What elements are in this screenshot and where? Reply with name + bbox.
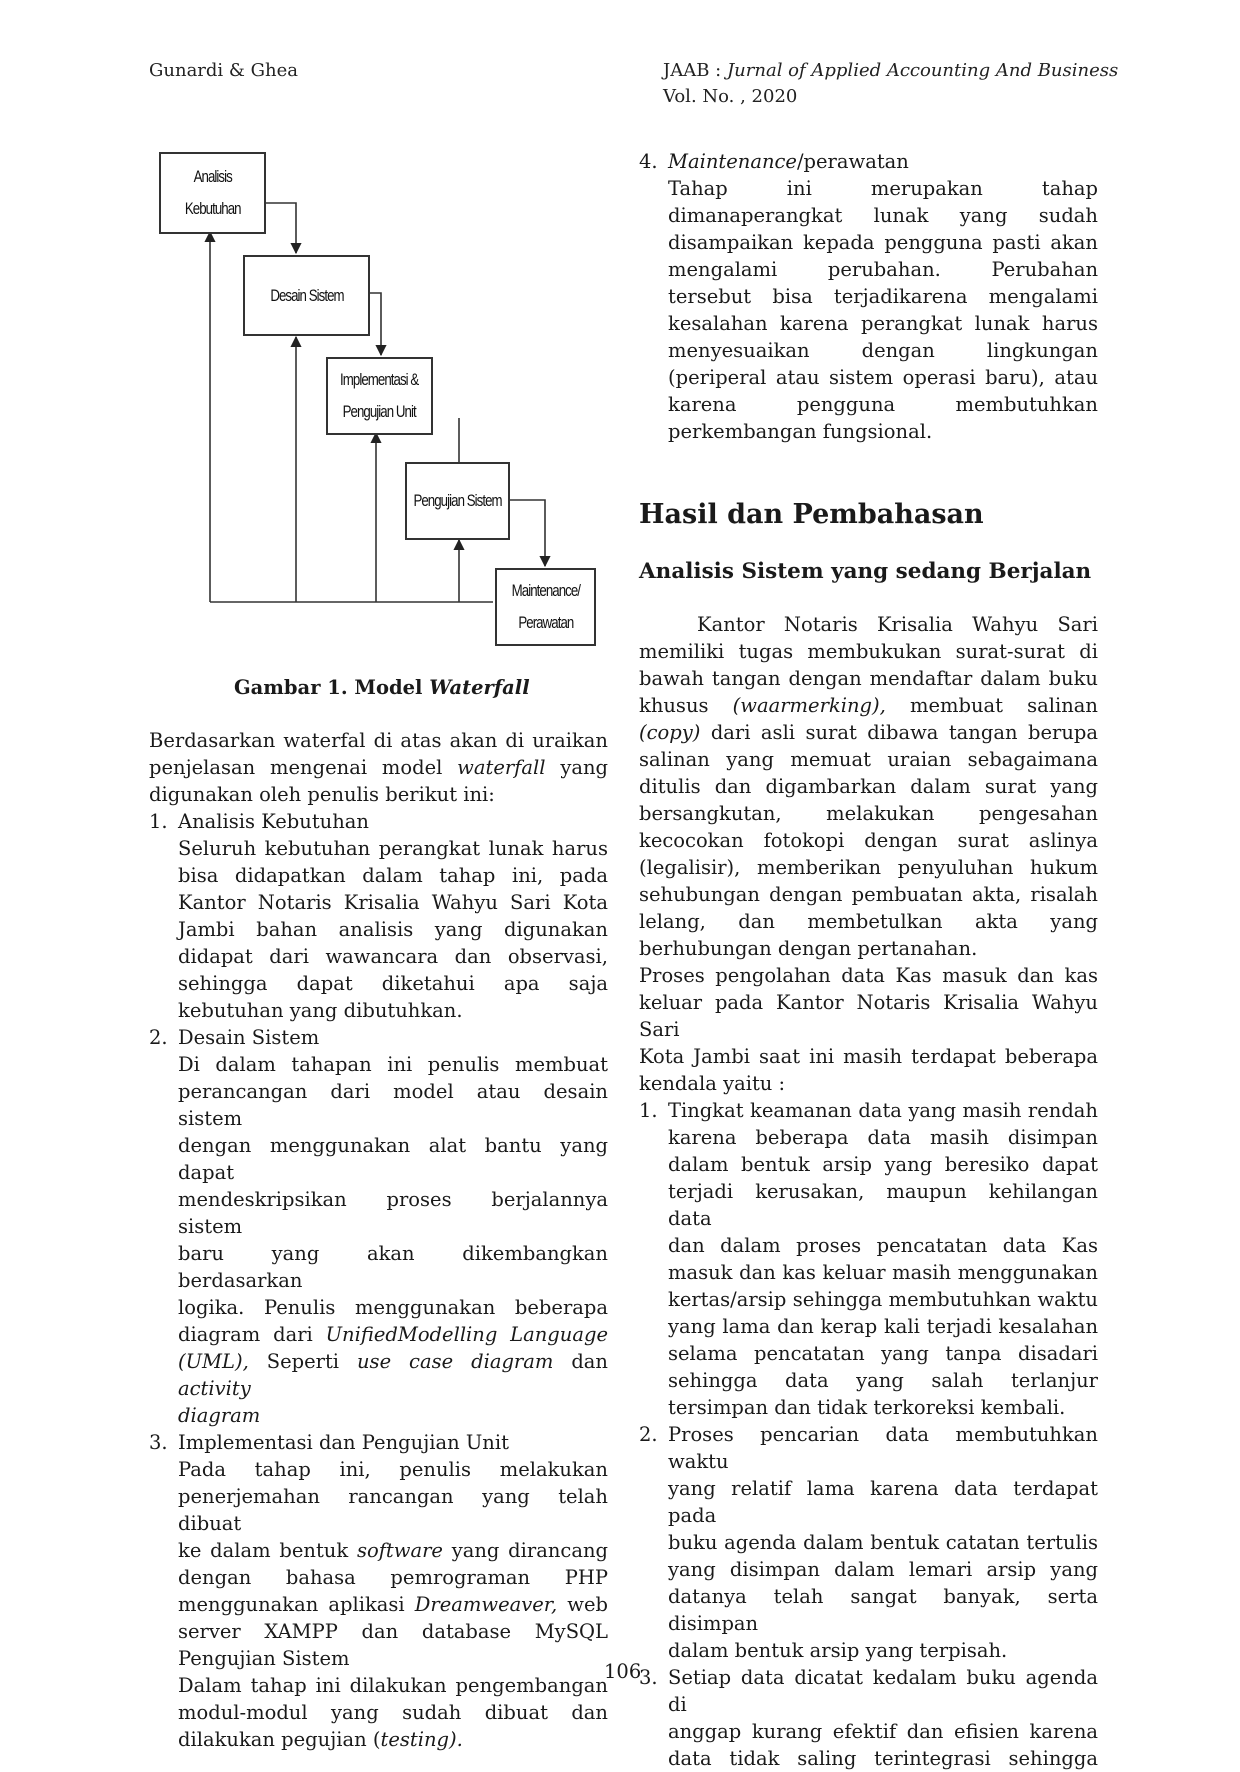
text-line: masuk dan kas keluar masih menggunakan [668, 1261, 1098, 1284]
journal-prefix: JAAB : [663, 60, 727, 81]
text-line: berhubungan dengan pertanahan. [639, 937, 978, 960]
text-line: mendeskripsikan proses berjalannya sistem [178, 1188, 608, 1238]
box-analisis-kebutuhan [159, 152, 266, 234]
box-pengujian-sistem [405, 462, 510, 540]
left-column [149, 727, 608, 1753]
text-line: diagram dari UnifiedModelling Language [178, 1323, 608, 1346]
text-line: bisa didapatkan dalam tahap ini, pada [178, 864, 608, 887]
caption-prefix: Gambar 1. Model [234, 676, 430, 699]
text-line: mengalami perubahan. Perubahan [668, 258, 1098, 281]
text-line: dengan menggunakan alat bantu yang dapat [178, 1134, 608, 1184]
section-heading-text: Hasil dan Pembahasan [639, 499, 984, 530]
text-line: karena beberapa data masih disimpan [668, 1126, 1098, 1149]
header-volume-text: Vol. No. , 2020 [663, 86, 798, 107]
text-line: menyesuaikan dengan lingkungan [668, 339, 1098, 362]
text-line: tersebut bisa terjadikarena mengalami [668, 285, 1098, 308]
text-line: Di dalam tahapan ini penulis membuat [178, 1053, 608, 1076]
list-item [639, 1097, 1098, 1421]
header-journal [663, 57, 1118, 84]
text-line: Dalam tahap ini dilakukan pengembangan [178, 1674, 608, 1697]
text-line: sehingga data yang salah terlanjur [668, 1369, 1098, 1392]
box-label-line: Kebutuhan [184, 199, 241, 218]
box-maintenance-perawatan [495, 568, 596, 646]
text-line: selama pencatatan yang tanpa disadari [668, 1342, 1098, 1365]
text-line: kendala yaitu : [639, 1072, 786, 1095]
text-line: kertas/arsip sehingga membutuhkan waktu [668, 1288, 1098, 1311]
text-line: Proses pencarian data membutuhkan waktu [668, 1423, 1098, 1473]
text-line: dengan bahasa pemrograman PHP [178, 1566, 608, 1589]
journal-name: Jurnal of Applied Accounting And Business [726, 60, 1119, 81]
text-line: digunakan oleh penulis berikut ini: [149, 783, 495, 806]
text-line: server XAMPP dan database MySQL [178, 1620, 608, 1643]
flow-arrow-1 [264, 203, 296, 253]
text-line: memiliki tugas membukukan surat-surat di [639, 640, 1098, 663]
list-item-body [149, 1456, 608, 1753]
text-line: kecocokan fotokopi dengan surat aslinya [639, 829, 1098, 852]
box-implementasi-pengujian-unit [326, 357, 433, 435]
text-line: Kantor Notaris Krisalia Wahyu Sari [697, 613, 1098, 636]
text-line: dilakukan pegujian (testing). [178, 1728, 463, 1751]
text-line: Tahap ini merupakan tahap [668, 177, 1098, 200]
text-line: (copy) dari asli surat dibawa tangan berupa [639, 721, 1098, 744]
box-label-line: Perawatan [518, 613, 573, 632]
text-line: diagram [178, 1404, 261, 1427]
right-column-maintenance [639, 148, 1098, 445]
text-line: data tidak saling terintegrasi sehingga [668, 1747, 1098, 1770]
text-line: logika. Penulis menggunakan beberapa [178, 1296, 608, 1319]
box-desain-sistem [243, 255, 370, 336]
text-line: didapat dari wawancara dan observasi, [178, 945, 608, 968]
page-number-text: 106 [604, 1660, 642, 1683]
list-item [639, 1664, 1098, 1772]
figure-caption [234, 674, 530, 701]
text-line: anggap kurang efektif dan efisien karena [668, 1720, 1098, 1743]
text-line: modul-modul yang sudah dibuat dan [178, 1701, 608, 1724]
text-line: Kantor Notaris Krisalia Wahyu Sari Kota [178, 891, 608, 914]
text-line: bersangkutan, melakukan pengesahan [639, 802, 1098, 825]
list-item-title: 4. Maintenance/perawatan [639, 150, 909, 173]
list-item-body [639, 1421, 1098, 1664]
text-line: (UML), Seperti use case diagram dan activity [178, 1350, 608, 1400]
header-authors-text: Gunardi & Ghea [149, 60, 299, 81]
text-line: yang lama dan kerap kali terjadi kesalahan [668, 1315, 1098, 1338]
header-volume [663, 83, 797, 110]
text-line: buku agenda dalam bentuk catatan tertulis [668, 1531, 1098, 1554]
text-line: ditulis dan digambarkan dalam surat yang [639, 775, 1098, 798]
list-number: 1. [639, 1099, 658, 1122]
text-line: yang relatif lama karena data terdapat pada [668, 1477, 1098, 1527]
text-line: kesalahan karena perangkat lunak harus [668, 312, 1098, 335]
list-item-title: 1. Analisis Kebutuhan [149, 810, 369, 833]
text-line: (periperal atau sistem operasi baru), atau [668, 366, 1098, 389]
text-line: Pada tahap ini, penulis melakukan [178, 1458, 608, 1481]
text-line: kebutuhan yang dibutuhkan. [178, 999, 463, 1022]
list-item-body [149, 1051, 608, 1429]
subsection-heading-text: Analisis Sistem yang sedang Berjalan [639, 559, 1092, 584]
text-line: disampaikan kepada pengguna pasti akan [668, 231, 1098, 254]
text-line: Proses pengolahan data Kas masuk dan kas [639, 964, 1098, 987]
list-number: 3. [639, 1666, 658, 1689]
box-label-line: Pengujian Unit [342, 402, 417, 421]
text-line: datanya telah sangat banyak, serta disimpan [668, 1585, 1098, 1635]
right-column-body [639, 611, 1098, 1772]
text-line: Setiap data dicatat kedalam buku agenda di [668, 1666, 1098, 1716]
text-line: dalam bentuk arsip yang terpisah. [668, 1639, 1008, 1662]
text-line: tersimpan dan tidak terkoreksi kembali. [668, 1396, 1066, 1419]
text-line: baru yang akan dikembangkan berdasarkan [178, 1242, 608, 1292]
box-label-line: Pengujian Sistem [413, 491, 502, 510]
text-line: karena pengguna membutuhkan [668, 393, 1098, 416]
text-line: keluar pada Kantor Notaris Krisalia Wahyu Sari [639, 991, 1098, 1041]
box-label-line: Maintenance/ [511, 581, 580, 600]
paragraph [639, 962, 1098, 1097]
text-line: dimanaperangkat lunak yang sudah [668, 204, 1098, 227]
text-line: Pengujian Sistem [178, 1647, 350, 1670]
text-line: terjadi kerusakan, maupun kehilangan data [668, 1180, 1098, 1230]
text-line: bawah tangan dengan mendaftar dalam buku [639, 667, 1098, 690]
text-line: yang disimpan dalam lemari arsip yang [668, 1558, 1098, 1581]
text-line: menggunakan aplikasi Dreamweaver, web [178, 1593, 608, 1616]
list-item-body [639, 1097, 1098, 1421]
text-line: dan dalam proses pencatatan data Kas [668, 1234, 1098, 1257]
box-label-line: Implementasi & [340, 370, 419, 389]
waterfall-diagram [0, 0, 640, 680]
text-line: ke dalam bentuk software yang dirancang [178, 1539, 608, 1562]
text-line: Jambi bahan analisis yang digunakan [178, 918, 608, 941]
page-number [604, 1658, 641, 1685]
list-item [149, 1024, 608, 1429]
text-line: lelang, dan membetulkan akta yang [639, 910, 1098, 933]
list-item-title: 2. Desain Sistem [149, 1026, 320, 1049]
text-line: Seluruh kebutuhan perangkat lunak harus [178, 837, 608, 860]
text-line: penjelasan mengenai model waterfall yang [149, 756, 609, 779]
text-line: sehingga dapat diketahui apa saja [178, 972, 608, 995]
text-line: perkembangan fungsional. [668, 420, 933, 443]
subsection-heading [639, 557, 1091, 587]
list-item [149, 808, 608, 1024]
text-line: Kota Jambi saat ini masih terdapat beberapa [639, 1045, 1098, 1068]
text-line: (legalisir), memberikan penyuluhan hukum [639, 856, 1098, 879]
list-item-body [639, 1664, 1098, 1772]
list-number: 2. [639, 1423, 658, 1446]
box-label-line: Analisis [193, 167, 232, 186]
text-line: khusus (waarmerking), membuat salinan [639, 694, 1098, 717]
list-item [639, 1421, 1098, 1664]
text-line: sehubungan dengan pembuatan akta, risalah [639, 883, 1098, 906]
text-line: Berdasarkan waterfal di atas akan di uraikan [149, 729, 608, 752]
box-label-line: Desain Sistem [269, 285, 344, 305]
list-item [149, 1429, 608, 1753]
text-line: salinan yang memuat uraian sebagaimana [639, 748, 1098, 771]
text-line: Tingkat keamanan data yang masih rendah [668, 1099, 1098, 1122]
list-item-body [149, 835, 608, 1024]
caption-italic: Waterfall [429, 676, 530, 699]
paragraph [639, 611, 1098, 962]
list-item-title: 3. Implementasi dan Pengujian Unit [149, 1431, 509, 1454]
section-heading [639, 498, 984, 532]
text-line: dalam bentuk arsip yang beresiko dapat [668, 1153, 1098, 1176]
list-item-body [639, 175, 1098, 445]
text-line: penerjemahan rancangan yang telah dibuat [178, 1485, 608, 1535]
text-line: perancangan dari model atau desain sistem [178, 1080, 608, 1130]
